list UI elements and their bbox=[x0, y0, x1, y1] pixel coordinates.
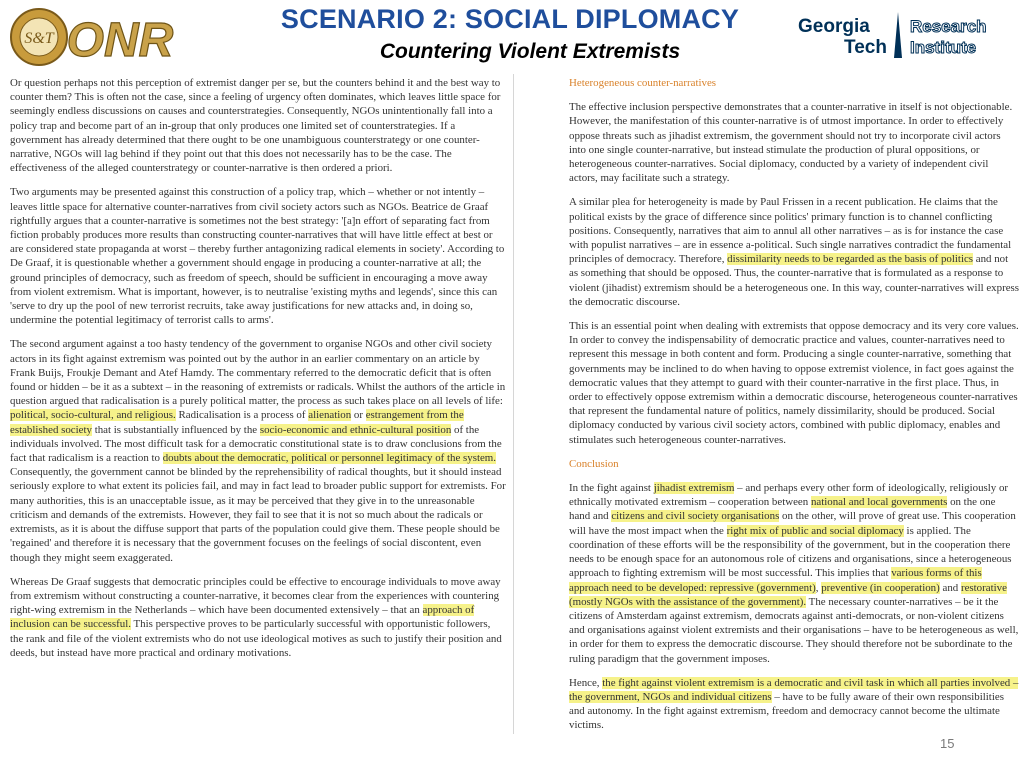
page-subtitle: Countering Violent Extremists bbox=[379, 40, 681, 63]
text-span: is applied. The coordination of these efforts will be the responsibility of the government, but in the cooperation there needs to be enough space for an autonomous role of citizens and organisations, since a heterogeneous approach to fighting extremism will be most successful. This implies that bbox=[569, 524, 1012, 580]
gtri-tech-text: Tech bbox=[844, 37, 887, 58]
right-paragraph-1: The effective inclusion perspective demonstrates that a counter-narrative in itself is not objectionable. However, the manifestation of this counter-narrative is of utmost importance. In order to effectively oppose threats such as jihadist extremism, the government should not try to incorporate civil actors into one single counter-narrative, but instead stimulate the production of plural oppositions, or heterogeneous counter-narratives. Social diplomacy, conducted by a variety of independent civil actors, may facilitate such a strategy. bbox=[569, 101, 1013, 185]
gtri-institute-text: Institute bbox=[910, 38, 977, 57]
right-paragraph-4 bbox=[569, 481, 1019, 666]
text-span: of the individuals involved. The most difficult task for a democratic constitutional state is to draw conclusions from the fact that radicalism is a reaction to bbox=[10, 423, 502, 465]
left-paragraph-3 bbox=[10, 337, 506, 564]
highlight: dissimilarity needs to be regarded as the basis of politics bbox=[727, 253, 974, 266]
onr-seal-icon bbox=[8, 6, 178, 68]
text-span: Consequently, the government cannot be blinded by the reprehensibility of radical thoughts, but it should instead seriously explore to what extent its policies fail, and may in fact lead to broader public support for extremists. For many authorities, this is an unacceptable issue, as it may be perceived that they give in to the unreasonable criticism and demands of the extremists. However, they fail to see that it is not so much about the radicals or extremists, as it is about the diffuse support that parts of the population could give them. These people should be 'regained' and therefore it is necessary that the government focuses on the feelings of social discontent, even though they might seem exaggerated. bbox=[10, 466, 506, 564]
highlight: restorative (mostly NGOs with the assistance of the government). bbox=[569, 581, 1007, 608]
left-document-page bbox=[10, 76, 506, 670]
right-document-page bbox=[569, 76, 1019, 743]
highlight: preventive (in cooperation) bbox=[821, 581, 940, 594]
svg-text:S&T: S&T bbox=[24, 30, 54, 47]
gtri-logo bbox=[794, 8, 1020, 60]
right-paragraph-5 bbox=[569, 676, 1019, 733]
text-span: and not as something that should be opposed. Thus, the counter-narrative that is formulated as a response to violent (jihadist) extremism should be a heterogeneous one. In this way, counter-narratives will express the democratic discourse. bbox=[569, 253, 1020, 308]
tower-icon bbox=[894, 12, 902, 58]
text-span: that is substantially influenced by the bbox=[91, 423, 260, 436]
highlight: right mix of public and social diplomacy bbox=[726, 524, 904, 537]
text-span: , bbox=[815, 581, 822, 594]
gtri-georgia-text: Georgia bbox=[798, 16, 870, 37]
highlight: approach of inclusion can be successful. bbox=[10, 604, 475, 631]
left-paragraph-2: Two arguments may be presented against this construction of a policy trap, which – whether or not intently – leaves little space for alternative counter-narratives from civil society actors such as NGOs. Beatrice de Graaf rightfully argues that a counter-narrative is sometimes not the best strategy: '[a]n effort of separating fact from fiction probably produces more results than constructing counter-narratives that will have little effect at best or are considered state propaganda at worst – thereby further antagonizing radical elements in society'. According to De Graaf, it is questionable whether a government should engage in producing a counter-narrative at all; the ground principles of democracy, such as freedom of speech, should be sufficient in encouraging a move away from violent extremism. What is important, however, is to neutralise 'existing myths and legends', since this can 'serve to dry up the pool of new terrorist recruits, take away justifications for new attacks and, in doing so, undermine the potential legitimacy of terrorist calls to arms'. bbox=[10, 186, 505, 327]
highlight: alienation bbox=[308, 409, 352, 422]
highlight: estrangement from the established society bbox=[10, 409, 464, 436]
text-span: – and perhaps every other form of ideologically, religiously or ethnically motivated extremism – cooperation between bbox=[569, 482, 1009, 509]
highlight: the fight against violent extremism is a democratic and civil task in which all parties involved – the government, NGOs and individual citizens bbox=[569, 676, 1019, 703]
highlight: national and local governments bbox=[810, 496, 948, 509]
text-span: – have to be fully aware of their own responsibilities and autonomy. In the fight against extremism, freedom and democracy cannot become the ultimate victims. bbox=[569, 690, 1004, 732]
text-span: and bbox=[939, 581, 961, 594]
text-span: This perspective proves to be particularly successful with opportunistic followers, the rank and file of the violent extremists who do not use ideological motives as such to justify their position and deeds, but instead have more practical and ordinary motivations. bbox=[10, 618, 502, 659]
page-divider bbox=[513, 74, 514, 734]
highlight: doubts about the democratic, political or personnel legitimacy of the system. bbox=[162, 452, 497, 465]
highlight: political, socio-cultural, and religious. bbox=[10, 409, 176, 422]
onr-logo-text: ONR bbox=[66, 14, 174, 67]
text-span: Hence, bbox=[569, 676, 603, 689]
text-span: or bbox=[351, 409, 366, 422]
highlight: socio-economic and ethnic-cultural position bbox=[259, 423, 452, 436]
heterogeneous-heading: Heterogeneous counter-narratives bbox=[569, 77, 717, 89]
text-span: on the one hand and bbox=[569, 496, 996, 523]
onr-logo bbox=[8, 6, 178, 68]
right-paragraph-2 bbox=[569, 195, 1019, 309]
text-span: Radicalisation is a process of bbox=[175, 409, 309, 422]
text-span: In the fight against bbox=[569, 482, 654, 495]
highlight: citizens and civil society organisations bbox=[611, 510, 780, 523]
page-title: SCENARIO 2: SOCIAL DIPLOMACY bbox=[280, 4, 740, 34]
conclusion-heading: Conclusion bbox=[569, 457, 619, 470]
left-paragraph-4 bbox=[10, 575, 506, 660]
highlight: various forms of this approach need to be developed: repressive (government) bbox=[569, 567, 982, 594]
text-span: The second argument against a too hasty tendency of the government to organise NGOs and other civil society actors in its fight against extremism was pointed out by the author in an earlier commentary on an article by Frank Buijs, Froukje Demant and Atef Hamdy. The commentary referred to the democratic deficit that is often found or hidden – be it as a subtext – in the reasoning of extremists or radicals. Whilst the authors of the article in question argued that radicalisation is a purely political matter, the process as such takes place on all levels of life: bbox=[10, 338, 506, 408]
page-number: 15 bbox=[940, 736, 955, 751]
text-span: Whereas De Graaf suggests that democratic principles could be effective to encourage individuals to move away from extremism without constructing a counter-narrative, it becomes clear from the experiences with countering right-wing extremism in the Netherlands – which have been documented extensively – that an bbox=[10, 575, 501, 617]
right-paragraph-3: This is an essential point when dealing with extremists that oppose democracy and its very core values. In order to convey the indispensability of democratic practice and values, counter-narratives need to represent this message in both content and form. Producing a single counter-narrative, something that governments may be inclined to do when having to oppose extremist violence, in fact goes against the democratic values that they attempt to guard with their counter-narrative in the first place. Thus, in order to effectively oppose extremism within a democratic discourse, heterogeneous counter-narratives that represent the fundamental nature of politics, namely dissimilarity, should be produced. Social diplomacy conducted by various civil society actors, combined with public diplomacy, enables and stimulates such heterogeneous counter-narratives. bbox=[569, 320, 1019, 446]
text-span: The necessary counter-narratives – be it the citizens of Amsterdam against extremism, democrats against anti-democrats, or non-violent citizens and organisations against violent extremists and their organisations – have to be heterogeneous as well, in order for them to express the democratic discourse. They should therefore not be subordinate to the ruling paradigm that the government imposes. bbox=[569, 595, 1019, 665]
text-span: A similar plea for heterogeneity is made by Paul Frissen in a recent publication. He claims that the political exists by the grace of difference since politics' primary function is to channel conflicting positions. Consequently, narratives that aim to annul all other narratives – as is for instance the case with populist narratives – are in essence a-political. Such single narratives contradict the fundamental principles of democracy. Therefore, bbox=[569, 196, 1012, 266]
left-paragraph-1: Or question perhaps not this perception of extremist danger per se, but the counters behind it and the best way to counter them? This is often not the case, since a feeling of urgency often dominates, which leaves little space for seemingly endless discussions on causes and counterstrategies. Consequently, NGOs unintentionally fall into a policy trap and become part of an in-group that only produces one limited set of counterstrategies. If a government has already determined that there ought to be one unambiguous counterstrategy or one counter-narrative, NGOs will lag behind if they point out that this does not necessarily has to be the case. The effectiveness of the alleged counterstrategy or counter-narrative is then ordered a priori. bbox=[10, 77, 501, 175]
highlight: jihadist extremism bbox=[653, 482, 735, 495]
gtri-research-text: Research bbox=[910, 17, 987, 36]
text-span: on the other, will prove of great use. This cooperation will have the most impact when the bbox=[569, 510, 1016, 537]
